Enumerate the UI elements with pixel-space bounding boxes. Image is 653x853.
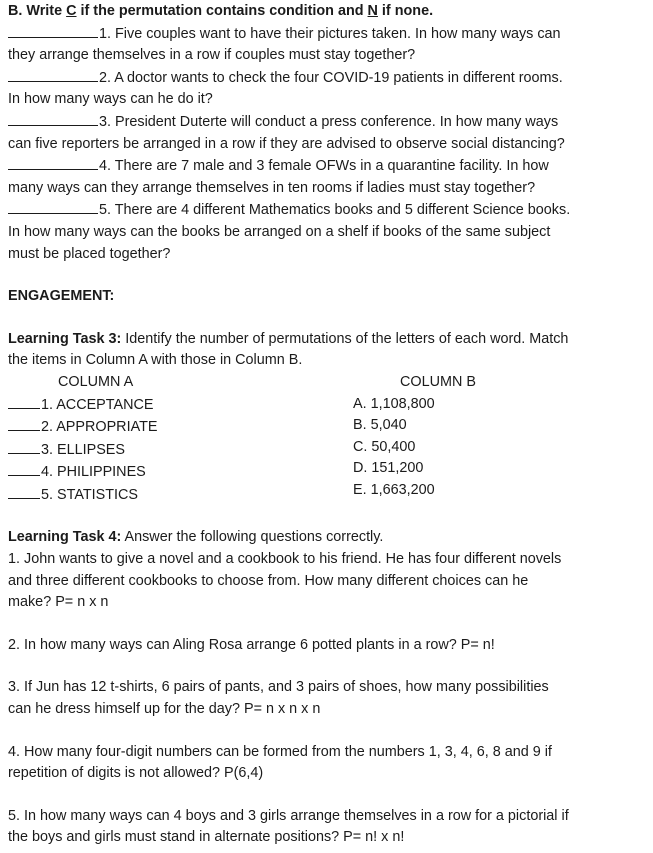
section-b-item: 5. There are 4 different Mathematics books and 5 different Science books. In how many ways can the books be arranged on a shelf if books of the same subject must be placed together?	[8, 199, 649, 265]
answer-blank[interactable]	[8, 67, 98, 82]
n-letter: N	[367, 3, 378, 19]
task3-instructions: Learning Task 3: Identify the number of permutations of the letters of each word. Match	[8, 330, 569, 347]
column-a-item: 5. STATISTICS	[8, 484, 353, 507]
column-b-item: B. 5,040	[353, 417, 407, 434]
column-a-header: COLUMN A	[58, 373, 134, 390]
column-a-item: 2. APPROPRIATE	[8, 416, 353, 439]
column-a-item: 3. ELLIPSES	[8, 439, 353, 462]
answer-blank[interactable]	[8, 439, 40, 454]
section-b-item: 2. A doctor wants to check the four COVID-19 patients in different rooms. In how many ways can he do it?	[8, 67, 649, 111]
task4-title: Learning Task 4:	[8, 529, 122, 546]
task3-title: Learning Task 3:	[8, 330, 122, 347]
worksheet-page: B. Write C if the permutation contains condition and N if none. 1. Five couples want to have their pictures taken. In how many ways can they arrange themselves in a row if couples must stay together? 2. A doctor wants to check the four COVID-19 patients in different rooms. In how many ways can he do it? 3. President Duterte will conduct a press conference. In how many ways can five reporters be arranged in a row if they are advised to observe social distancing? 4. There are 7 male and 3 female OFWs in a quarantine facility. In how many ways can they arrange themselves in ten rooms if ladies must stay together? 5. There are 4 different Mathematics books and 5 different Science books. In how many ways can the books be arranged on a shelf if books of the same subject must be placed together? ENGAGEMENT: Learning Task 3: Identify the number of permutations of the letters of each word. Match the items in Column A with those in Column B. COLUMN A 1. ACCEPTANCE 2. APPROPRIATE 3. ELLIPSES 4. PHILIPPINES 5. STATISTICS COLUMN B A. 1,108,800 B. 5,040 C. 50,400 D. 151,200 E. 1,663,200 Learning Task 4: Answer the following questions correctly. 1. John wants to give a novel and a cookbook to his friend. He has four different novels and three different cookbooks to choose from. How many different choices can he make? P= n x n 2. In how many ways can Aling Rosa arrange 6 potted plants in a row? P= n! 3. If Jun has 12 t-shirts, 6 pairs of pants, and 3 pairs of shoes, how many possibilities can he dress himself up for the day? P= n x n x n 4. How many four-digit numbers can be formed from the numbers 1, 3, 4, 6, 8 and 9 if repetition of digits is not allowed? P(6,4) 5. In how many ways can 4 boys and 3 girls arrange themselves in a row for a pictorial if the boys and girls must stand in alternate positions? P= n! x n!	[0, 0, 653, 853]
matching-columns	[8, 372, 649, 507]
column-a-item: 4. PHILIPPINES	[8, 461, 353, 484]
column-a-item: 1. ACCEPTANCE	[8, 394, 353, 417]
column-a	[8, 372, 353, 507]
column-b-header: COLUMN B	[400, 373, 476, 390]
task4-instructions: Learning Task 4: Answer the following questions correctly.	[8, 529, 384, 546]
section-b-item: 3. President Duterte will conduct a press conference. In how many ways can five reporters be arranged in a row if they are advised to observe social distancing?	[8, 111, 649, 155]
answer-blank[interactable]	[8, 394, 40, 409]
task4-question: 1. John wants to give a novel and a cookbook to his friend. He has four different novels and three different cookbooks to choose from. How many different choices can he make? P= n x n	[8, 551, 562, 611]
column-b-item: C. 50,400	[353, 438, 416, 455]
answer-blank[interactable]	[8, 416, 40, 431]
task4-question: 3. If Jun has 12 t-shirts, 6 pairs of pants, and 3 pairs of shoes, how many possibilities can he dress himself up for the day? P= n x n x n	[8, 679, 549, 718]
answer-blank[interactable]	[8, 484, 40, 499]
column-b-item: E. 1,663,200	[353, 481, 435, 498]
answer-blank[interactable]	[8, 155, 98, 170]
c-letter: C	[66, 3, 77, 19]
task4-question: 4. How many four-digit numbers can be formed from the numbers 1, 3, 4, 6, 8 and 9 if repetition of digits is not allowed? P(6,4)	[8, 743, 552, 782]
answer-blank[interactable]	[8, 111, 98, 126]
engagement-heading: ENGAGEMENT:	[8, 288, 115, 305]
column-b-item: A. 1,108,800	[353, 395, 435, 412]
answer-blank[interactable]	[8, 199, 98, 214]
column-b	[353, 372, 476, 507]
task4-question: 5. In how many ways can 4 boys and 3 girls arrange themselves in a row for a pictorial if the boys and girls must stand in alternate positions? P= n! x n!	[8, 807, 569, 846]
answer-blank[interactable]	[8, 23, 98, 38]
section-b-item: 4. There are 7 male and 3 female OFWs in a quarantine facility. In how many ways can they arrange themselves in ten rooms if ladies must stay together?	[8, 155, 649, 199]
task4-question: 2. In how many ways can Aling Rosa arrange 6 potted plants in a row? P= n!	[8, 636, 495, 653]
section-b-item: 1. Five couples want to have their pictures taken. In how many ways can they arrange themselves in a row if couples must stay together?	[8, 23, 649, 67]
section-b-title: B. Write C if the permutation contains condition and N if none.	[8, 3, 434, 19]
answer-blank[interactable]	[8, 461, 40, 476]
column-b-item: D. 151,200	[353, 460, 424, 477]
